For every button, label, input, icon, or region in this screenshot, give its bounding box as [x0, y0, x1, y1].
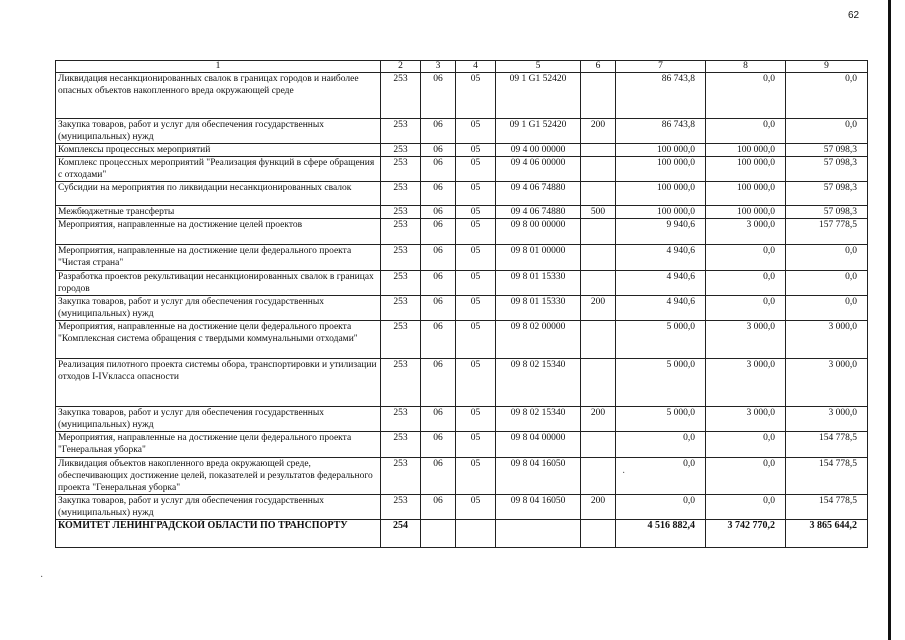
value-cell: 3 865 644,2	[786, 520, 868, 548]
row-label-cell: Закупка товаров, работ и услуг для обеспечения государственных (муниципальных) нужд	[56, 296, 381, 321]
table-row	[56, 432, 868, 458]
row-label-cell: Ликвидация несанкционированных свалок в границах городов и наиболее опасных объектов накопленного вреда окружающей среде	[56, 73, 381, 119]
value-cell: 57 098,3	[786, 144, 868, 157]
value-cell: 05	[456, 271, 496, 296]
value-cell: 09 4 06 00000	[496, 157, 581, 182]
value-cell: 253	[381, 407, 421, 432]
value-cell	[581, 359, 616, 407]
value-cell: 154 778,5	[786, 495, 868, 520]
value-cell: 05	[456, 359, 496, 407]
value-cell: 05	[456, 206, 496, 219]
value-cell: 09 8 01 15330	[496, 296, 581, 321]
value-cell: 253	[381, 432, 421, 458]
value-cell	[581, 458, 616, 495]
value-cell: 06	[421, 407, 456, 432]
value-cell: 253	[381, 458, 421, 495]
value-cell: 0,0	[706, 73, 786, 119]
row-label-cell: Межбюджетные трансферты	[56, 206, 381, 219]
scan-edge-rule	[888, 0, 891, 640]
value-cell: 09 8 02 15340	[496, 407, 581, 432]
row-label-cell: Комплекс процессных мероприятий "Реализация функций в сфере обращения с отходами"	[56, 157, 381, 182]
value-cell: 09 4 06 74880	[496, 206, 581, 219]
value-cell: 06	[421, 458, 456, 495]
value-cell: 157 778,5	[786, 219, 868, 245]
row-label-cell: Разработка проектов рекультивации несанкционированных свалок в границах городов	[56, 271, 381, 296]
value-cell: 06	[421, 119, 456, 144]
row-label-cell: КОМИТЕТ ЛЕНИНГРАДСКОЙ ОБЛАСТИ ПО ТРАНСПОРТУ	[56, 520, 381, 548]
row-label-cell: Мероприятия, направленные на достижение цели федерального проекта "Комплексная система обращения с твердыми коммунальными отходами"	[56, 321, 381, 359]
table-row	[56, 245, 868, 271]
value-cell: 57 098,3	[786, 182, 868, 206]
table-header-row	[56, 61, 868, 73]
value-cell: 100 000,0	[706, 144, 786, 157]
row-label-cell: Мероприятия, направленные на достижение цели федерального проекта "Генеральная уборка"	[56, 432, 381, 458]
value-cell	[581, 73, 616, 119]
value-cell: 3 742 770,2	[706, 520, 786, 548]
total-row	[56, 520, 868, 548]
value-cell	[581, 520, 616, 548]
value-cell: 100 000,0	[616, 206, 706, 219]
value-cell: 06	[421, 73, 456, 119]
value-cell: 253	[381, 245, 421, 271]
value-cell: 253	[381, 359, 421, 407]
value-cell: 4 940,6	[616, 271, 706, 296]
value-cell: 253	[381, 495, 421, 520]
value-cell: 06	[421, 144, 456, 157]
table-row	[56, 458, 868, 495]
value-cell: 0,0	[616, 432, 706, 458]
value-cell	[496, 520, 581, 548]
value-cell: 500	[581, 206, 616, 219]
value-cell	[581, 271, 616, 296]
value-cell: 3 000,0	[786, 321, 868, 359]
value-cell: 0,0	[706, 245, 786, 271]
value-cell: 100 000,0	[706, 206, 786, 219]
row-label-cell: Мероприятия, направленные на достижение цели федерального проекта "Чистая страна"	[56, 245, 381, 271]
value-cell	[456, 520, 496, 548]
value-cell: 57 098,3	[786, 206, 868, 219]
table-row	[56, 73, 868, 119]
value-cell: 154 778,5	[786, 432, 868, 458]
value-cell	[581, 219, 616, 245]
value-cell: 100 000,0	[616, 157, 706, 182]
value-cell: 100 000,0	[706, 157, 786, 182]
table-row	[56, 157, 868, 182]
value-cell: 154 778,5	[786, 458, 868, 495]
column-header: 7	[616, 61, 706, 73]
value-cell: 09 8 01 00000	[496, 245, 581, 271]
value-cell	[581, 432, 616, 458]
value-cell: 05	[456, 73, 496, 119]
value-cell: 3 000,0	[706, 321, 786, 359]
value-cell: 06	[421, 359, 456, 407]
value-cell: 06	[421, 182, 456, 206]
value-cell: 09 1 G1 52420	[496, 119, 581, 144]
value-cell: 253	[381, 119, 421, 144]
value-cell: 0,0	[706, 495, 786, 520]
value-cell: 0,0	[706, 432, 786, 458]
value-cell: 253	[381, 144, 421, 157]
value-cell	[581, 321, 616, 359]
row-label-cell: Комплексы процессных мероприятий	[56, 144, 381, 157]
value-cell: 253	[381, 73, 421, 119]
scan-artifact-mark: ·	[622, 468, 626, 479]
value-cell: 5 000,0	[616, 321, 706, 359]
row-label-cell: Закупка товаров, работ и услуг для обеспечения государственных (муниципальных) нужд	[56, 495, 381, 520]
table-row	[56, 296, 868, 321]
value-cell: 253	[381, 219, 421, 245]
value-cell: 06	[421, 271, 456, 296]
value-cell: 0,0	[786, 245, 868, 271]
value-cell	[421, 520, 456, 548]
value-cell: 05	[456, 245, 496, 271]
table-row	[56, 182, 868, 206]
value-cell: 09 8 02 00000	[496, 321, 581, 359]
value-cell: 06	[421, 245, 456, 271]
value-cell: 09 8 01 15330	[496, 271, 581, 296]
value-cell: 0,0	[706, 458, 786, 495]
value-cell: 100 000,0	[706, 182, 786, 206]
value-cell: 3 000,0	[706, 359, 786, 407]
value-cell: 254	[381, 520, 421, 548]
value-cell: 0,0	[786, 119, 868, 144]
value-cell: 0,0	[616, 458, 706, 495]
value-cell: 4 940,6	[616, 296, 706, 321]
value-cell: 06	[421, 432, 456, 458]
value-cell: 0,0	[786, 271, 868, 296]
value-cell: 05	[456, 407, 496, 432]
value-cell: 09 8 04 00000	[496, 432, 581, 458]
column-header: 8	[706, 61, 786, 73]
value-cell: 253	[381, 296, 421, 321]
table-row	[56, 271, 868, 296]
value-cell: 05	[456, 219, 496, 245]
value-cell: 0,0	[706, 296, 786, 321]
value-cell: 253	[381, 271, 421, 296]
value-cell: 4 940,6	[616, 245, 706, 271]
value-cell: 09 8 04 16050	[496, 458, 581, 495]
table-row	[56, 119, 868, 144]
value-cell: 3 000,0	[786, 407, 868, 432]
table-row	[56, 359, 868, 407]
value-cell: 09 1 G1 52420	[496, 73, 581, 119]
value-cell: 05	[456, 296, 496, 321]
value-cell: 0,0	[786, 73, 868, 119]
value-cell	[581, 182, 616, 206]
value-cell: 06	[421, 321, 456, 359]
value-cell: 05	[456, 157, 496, 182]
value-cell: 06	[421, 206, 456, 219]
value-cell: 05	[456, 182, 496, 206]
column-header: 6	[581, 61, 616, 73]
value-cell: 06	[421, 296, 456, 321]
value-cell: 0,0	[706, 271, 786, 296]
table-row	[56, 407, 868, 432]
value-cell: 200	[581, 495, 616, 520]
column-header: 1	[56, 61, 381, 73]
value-cell: 86 743,8	[616, 119, 706, 144]
value-cell: 05	[456, 458, 496, 495]
value-cell: 05	[456, 495, 496, 520]
value-cell: 3 000,0	[706, 219, 786, 245]
value-cell: 3 000,0	[706, 407, 786, 432]
value-cell: 05	[456, 119, 496, 144]
row-label-cell: Реализация пилотного проекта системы обора, транспортировки и утилизации отходов I-IVкласса опасности	[56, 359, 381, 407]
value-cell: 09 4 00 00000	[496, 144, 581, 157]
value-cell: 253	[381, 157, 421, 182]
value-cell: 3 000,0	[786, 359, 868, 407]
table-row	[56, 495, 868, 520]
value-cell: 86 743,8	[616, 73, 706, 119]
value-cell: 5 000,0	[616, 407, 706, 432]
value-cell: 09 8 02 15340	[496, 359, 581, 407]
value-cell: 100 000,0	[616, 144, 706, 157]
column-header: 2	[381, 61, 421, 73]
value-cell: 0,0	[786, 296, 868, 321]
row-label-cell: Закупка товаров, работ и услуг для обеспечения государственных (муниципальных) нужд	[56, 407, 381, 432]
value-cell: 09 8 04 16050	[496, 495, 581, 520]
value-cell: 05	[456, 321, 496, 359]
value-cell: 06	[421, 157, 456, 182]
column-header: 4	[456, 61, 496, 73]
row-label-cell: Ликвидация объектов накопленного вреда окружающей среде, обеспечивающих достижение целей, показателей и результатов федерального проекта "Генеральная уборка"	[56, 458, 381, 495]
value-cell	[581, 144, 616, 157]
value-cell: 0,0	[706, 119, 786, 144]
value-cell: 06	[421, 219, 456, 245]
table-row	[56, 219, 868, 245]
table-row	[56, 206, 868, 219]
row-label-cell: Мероприятия, направленные на достижение целей проектов	[56, 219, 381, 245]
scan-artifact-mark: ·	[40, 572, 44, 583]
value-cell: 09 4 06 74880	[496, 182, 581, 206]
value-cell: 05	[456, 432, 496, 458]
value-cell: 100 000,0	[616, 182, 706, 206]
value-cell: 05	[456, 144, 496, 157]
value-cell: 0,0	[616, 495, 706, 520]
value-cell: 09 8 00 00000	[496, 219, 581, 245]
budget-table	[55, 60, 868, 548]
column-header: 3	[421, 61, 456, 73]
column-header: 5	[496, 61, 581, 73]
row-label-cell: Субсидии на мероприятия по ликвидации несанкционированных свалок	[56, 182, 381, 206]
table-row	[56, 144, 868, 157]
value-cell: 253	[381, 206, 421, 219]
column-header: 9	[786, 61, 868, 73]
value-cell: 06	[421, 495, 456, 520]
value-cell: 200	[581, 119, 616, 144]
value-cell	[581, 157, 616, 182]
value-cell: 200	[581, 296, 616, 321]
value-cell: 4 516 882,4	[616, 520, 706, 548]
value-cell: 57 098,3	[786, 157, 868, 182]
value-cell: 5 000,0	[616, 359, 706, 407]
row-label-cell: Закупка товаров, работ и услуг для обеспечения государственных (муниципальных) нужд	[56, 119, 381, 144]
table-row	[56, 321, 868, 359]
value-cell: 9 940,6	[616, 219, 706, 245]
value-cell: 253	[381, 182, 421, 206]
value-cell: 200	[581, 407, 616, 432]
value-cell	[581, 245, 616, 271]
value-cell: 253	[381, 321, 421, 359]
page-number: 62	[848, 10, 860, 21]
